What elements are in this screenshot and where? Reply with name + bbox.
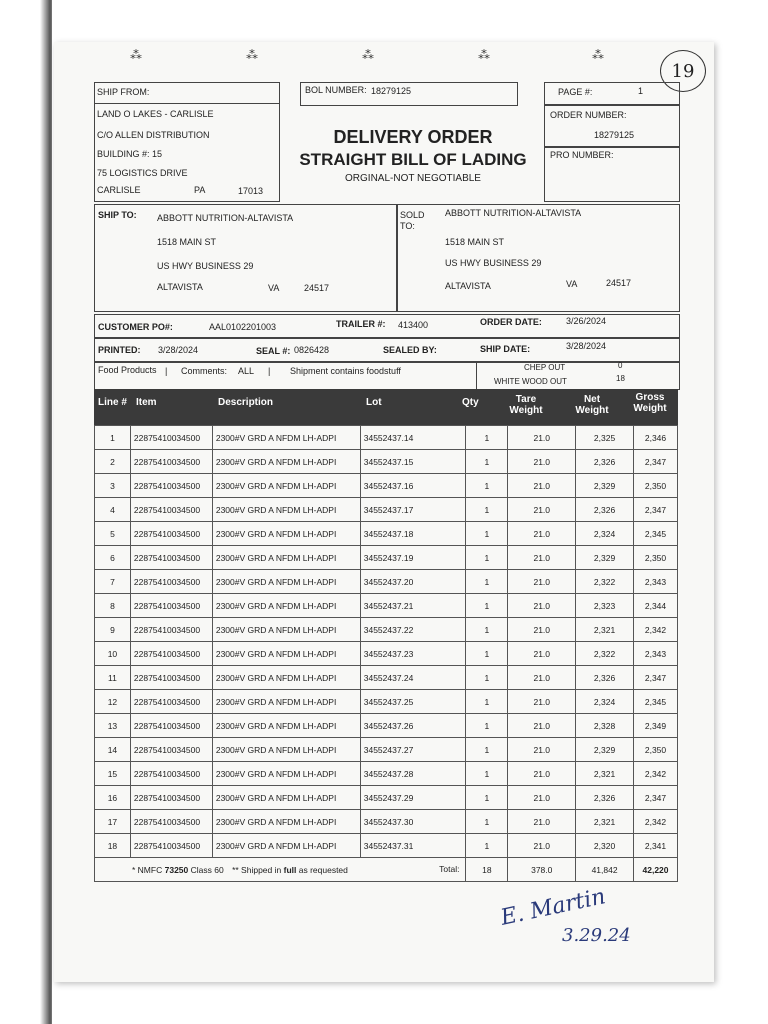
table-row xyxy=(95,570,678,594)
cell-tare: 21.0 xyxy=(508,498,576,522)
signature: E. Martin xyxy=(498,884,608,931)
order-number: 18279125 xyxy=(594,130,635,140)
cell-description: 2300#V GRD A NFDM LH-ADPI xyxy=(212,522,360,546)
shipped-full: full xyxy=(283,864,297,875)
cell-gross: 2,343 xyxy=(634,642,678,666)
document-note: ORGINAL-NOT NEGOTIABLE xyxy=(345,173,481,184)
cell-lot: 34552437.15 xyxy=(360,450,466,474)
document-title: DELIVERY ORDER xyxy=(333,127,493,147)
cell-tare: 21.0 xyxy=(508,570,576,594)
cell-gross: 2,345 xyxy=(634,690,678,714)
sold-to-label: SOLD TO: xyxy=(400,210,425,231)
comments-label: Comments: xyxy=(181,366,228,376)
cell-gross: 2,347 xyxy=(634,666,678,690)
cell-gross: 2,347 xyxy=(634,786,678,810)
cell-tare: 21.0 xyxy=(508,690,576,714)
col-line: Line # xyxy=(98,397,127,408)
bol-number: 18279125 xyxy=(371,86,412,96)
cell-description: 2300#V GRD A NFDM LH-ADPI xyxy=(212,834,360,858)
cell-qty: 1 xyxy=(466,522,508,546)
cell-description: 2300#V GRD A NFDM LH-ADPI xyxy=(212,570,360,594)
cell-line: 9 xyxy=(95,618,131,642)
signature-date: 3.29.24 xyxy=(562,925,631,946)
cell-net: 2,328 xyxy=(576,714,634,738)
cell-lot: 34552437.25 xyxy=(360,690,466,714)
cell-item: 22875410034500 xyxy=(130,642,212,666)
cell-tare: 21.0 xyxy=(508,786,576,810)
comments-value: ALL xyxy=(238,366,255,376)
cell-item: 22875410034500 xyxy=(130,498,212,522)
cell-line: 5 xyxy=(95,522,131,546)
divider-1: | xyxy=(165,366,168,376)
cell-net: 2,322 xyxy=(576,642,634,666)
sold-to-name: ABBOTT NUTRITION-ALTAVISTA xyxy=(445,208,582,218)
total-label: Total: xyxy=(439,864,460,874)
ship-from-line-1: LAND O LAKES - CARLISLE xyxy=(97,109,214,119)
cell-description: 2300#V GRD A NFDM LH-ADPI xyxy=(212,666,360,690)
cell-net: 2,323 xyxy=(576,594,634,618)
total-qty: 18 xyxy=(466,858,508,882)
table-row xyxy=(95,426,678,450)
cell-line: 7 xyxy=(95,570,131,594)
cell-line: 1 xyxy=(95,426,131,450)
col-net: Net Weight xyxy=(575,394,609,416)
cell-net: 2,326 xyxy=(576,450,634,474)
cell-description: 2300#V GRD A NFDM LH-ADPI xyxy=(212,450,360,474)
cell-qty: 1 xyxy=(466,618,508,642)
cell-tare: 21.0 xyxy=(508,426,576,450)
table-header xyxy=(94,389,678,425)
cell-item: 22875410034500 xyxy=(130,714,212,738)
cell-net: 2,329 xyxy=(576,738,634,762)
cell-tare: 21.0 xyxy=(508,546,576,570)
nmfc-class: Class 60 xyxy=(190,864,224,875)
white-wood-label: WHITE WOOD OUT xyxy=(494,377,567,386)
cell-gross: 2,350 xyxy=(634,546,678,570)
cell-qty: 1 xyxy=(466,474,508,498)
cell-item: 22875410034500 xyxy=(130,522,212,546)
cell-qty: 1 xyxy=(466,738,508,762)
cell-qty: 1 xyxy=(466,666,508,690)
cell-lot: 34552437.16 xyxy=(360,474,466,498)
table-row xyxy=(95,546,678,570)
cell-description: 2300#V GRD A NFDM LH-ADPI xyxy=(212,714,360,738)
cell-gross: 2,345 xyxy=(634,522,678,546)
cell-tare: 21.0 xyxy=(508,522,576,546)
table-row xyxy=(95,762,678,786)
ship-to-city: ALTAVISTA xyxy=(157,282,203,292)
customer-po-label: CUSTOMER PO#: xyxy=(98,322,173,332)
page-circle-annotation: 19 xyxy=(660,50,706,92)
shipped-prefix: ** Shipped in xyxy=(232,864,282,875)
ship-to-label: SHIP TO: xyxy=(98,210,137,220)
table-row xyxy=(95,690,678,714)
cell-gross: 2,341 xyxy=(634,834,678,858)
cell-tare: 21.0 xyxy=(508,474,576,498)
cell-gross: 2,344 xyxy=(634,594,678,618)
cell-gross: 2,349 xyxy=(634,714,678,738)
ship-date-label: SHIP DATE: xyxy=(480,344,531,354)
table-row xyxy=(95,810,678,834)
table-row xyxy=(95,474,678,498)
table-row xyxy=(95,738,678,762)
items-table xyxy=(94,425,678,882)
cell-line: 8 xyxy=(95,594,131,618)
trailer-number: 413400 xyxy=(398,320,429,330)
cell-line: 2 xyxy=(95,450,131,474)
cell-description: 2300#V GRD A NFDM LH-ADPI xyxy=(212,426,360,450)
cell-line: 15 xyxy=(95,762,131,786)
order-number-label: ORDER NUMBER: xyxy=(550,110,627,120)
ship-date: 3/28/2024 xyxy=(566,341,607,351)
ship-to-state: VA xyxy=(268,283,280,293)
cell-item: 22875410034500 xyxy=(130,546,212,570)
cell-qty: 1 xyxy=(466,762,508,786)
cell-qty: 1 xyxy=(466,690,508,714)
sold-to-street2: US HWY BUSINESS 29 xyxy=(445,258,542,268)
cell-net: 2,326 xyxy=(576,498,634,522)
cell-item: 22875410034500 xyxy=(130,426,212,450)
nmfc-prefix: * NMFC xyxy=(132,864,163,875)
ship-to-zip: 24517 xyxy=(304,283,330,293)
cell-lot: 34552437.17 xyxy=(360,498,466,522)
cell-gross: 2,347 xyxy=(634,498,678,522)
table-row xyxy=(95,714,678,738)
col-gross: Gross Weight xyxy=(633,392,667,414)
shipped-suffix: as requested xyxy=(298,864,348,875)
table-row xyxy=(95,666,678,690)
cell-description: 2300#V GRD A NFDM LH-ADPI xyxy=(212,642,360,666)
col-qty: Qty xyxy=(462,397,479,408)
ship-to-name: ABBOTT NUTRITION-ALTAVISTA xyxy=(157,213,294,223)
cell-lot: 34552437.24 xyxy=(360,666,466,690)
cell-lot: 34552437.26 xyxy=(360,714,466,738)
cell-line: 13 xyxy=(95,714,131,738)
cell-lot: 34552437.21 xyxy=(360,594,466,618)
cell-net: 2,322 xyxy=(576,570,634,594)
cell-description: 2300#V GRD A NFDM LH-ADPI xyxy=(212,786,360,810)
ship-to-street: 1518 MAIN ST xyxy=(157,237,217,247)
cell-line: 11 xyxy=(95,666,131,690)
order-date: 3/26/2024 xyxy=(566,316,607,326)
cell-item: 22875410034500 xyxy=(130,738,212,762)
customer-po: AAL0102201003 xyxy=(209,322,277,332)
cell-gross: 2,342 xyxy=(634,618,678,642)
table-row xyxy=(95,594,678,618)
page-number: 1 xyxy=(638,86,644,96)
cell-lot: 34552437.30 xyxy=(360,810,466,834)
cell-qty: 1 xyxy=(466,498,508,522)
cell-qty: 1 xyxy=(466,714,508,738)
col-lot: Lot xyxy=(366,397,382,408)
cell-qty: 1 xyxy=(466,546,508,570)
cell-lot: 34552437.22 xyxy=(360,618,466,642)
table-row xyxy=(95,450,678,474)
cell-net: 2,324 xyxy=(576,690,634,714)
table-row xyxy=(95,618,678,642)
cell-net: 2,324 xyxy=(576,522,634,546)
cell-item: 22875410034500 xyxy=(130,570,212,594)
cell-tare: 21.0 xyxy=(508,714,576,738)
cell-description: 2300#V GRD A NFDM LH-ADPI xyxy=(212,738,360,762)
cell-line: 6 xyxy=(95,546,131,570)
cell-line: 12 xyxy=(95,690,131,714)
ship-from-line-2: C/O ALLEN DISTRIBUTION xyxy=(97,130,210,140)
cell-qty: 1 xyxy=(466,594,508,618)
cell-item: 22875410034500 xyxy=(130,450,212,474)
cell-item: 22875410034500 xyxy=(130,786,212,810)
cell-line: 16 xyxy=(95,786,131,810)
table-row xyxy=(95,786,678,810)
cell-item: 22875410034500 xyxy=(130,762,212,786)
cell-qty: 1 xyxy=(466,642,508,666)
cell-net: 2,320 xyxy=(576,834,634,858)
cell-tare: 21.0 xyxy=(508,810,576,834)
seal-number: 0826428 xyxy=(294,345,330,355)
total-gross: 42,220 xyxy=(634,858,678,882)
cell-tare: 21.0 xyxy=(508,594,576,618)
ship-from-zip: 17013 xyxy=(238,186,264,196)
cell-description: 2300#V GRD A NFDM LH-ADPI xyxy=(212,546,360,570)
cell-lot: 34552437.18 xyxy=(360,522,466,546)
cell-tare: 21.0 xyxy=(508,618,576,642)
order-date-label: ORDER DATE: xyxy=(480,317,542,327)
white-wood-value: 18 xyxy=(616,374,625,383)
cell-item: 22875410034500 xyxy=(130,834,212,858)
cell-gross: 2,343 xyxy=(634,570,678,594)
table-row xyxy=(95,642,678,666)
cell-net: 2,326 xyxy=(576,666,634,690)
ship-from-line-3: BUILDING #: 15 xyxy=(97,149,163,159)
shipment-note: Shipment contains foodstuff xyxy=(290,366,401,376)
cell-description: 2300#V GRD A NFDM LH-ADPI xyxy=(212,762,360,786)
cell-description: 2300#V GRD A NFDM LH-ADPI xyxy=(212,618,360,642)
cell-net: 2,325 xyxy=(576,426,634,450)
cell-gross: 2,342 xyxy=(634,762,678,786)
cell-line: 10 xyxy=(95,642,131,666)
cell-lot: 34552437.29 xyxy=(360,786,466,810)
cell-tare: 21.0 xyxy=(508,642,576,666)
document-subtitle: STRAIGHT BILL OF LADING xyxy=(299,150,527,169)
cell-gross: 2,347 xyxy=(634,450,678,474)
cell-description: 2300#V GRD A NFDM LH-ADPI xyxy=(212,690,360,714)
cell-qty: 1 xyxy=(466,450,508,474)
cell-lot: 34552437.28 xyxy=(360,762,466,786)
cell-line: 18 xyxy=(95,834,131,858)
chep-out-value: 0 xyxy=(618,361,623,370)
cell-line: 14 xyxy=(95,738,131,762)
cell-qty: 1 xyxy=(466,810,508,834)
cell-qty: 1 xyxy=(466,786,508,810)
cell-net: 2,329 xyxy=(576,474,634,498)
ship-from-state: PA xyxy=(194,185,206,195)
cell-gross: 2,346 xyxy=(634,426,678,450)
cell-item: 22875410034500 xyxy=(130,594,212,618)
page-label: PAGE #: xyxy=(558,87,593,97)
cell-qty: 1 xyxy=(466,426,508,450)
table-row xyxy=(95,834,678,858)
cell-item: 22875410034500 xyxy=(130,810,212,834)
cell-net: 2,321 xyxy=(576,810,634,834)
cell-tare: 21.0 xyxy=(508,834,576,858)
ship-from-city: CARLISLE xyxy=(97,185,141,195)
sold-to-zip: 24517 xyxy=(606,278,632,288)
cell-net: 2,326 xyxy=(576,786,634,810)
cell-line: 3 xyxy=(95,474,131,498)
ship-from-label: SHIP FROM: xyxy=(97,87,150,97)
bol-label: BOL NUMBER: xyxy=(305,85,367,95)
cell-tare: 21.0 xyxy=(508,762,576,786)
sold-to-city: ALTAVISTA xyxy=(445,281,491,291)
col-tare: Tare Weight xyxy=(509,394,543,416)
cell-net: 2,321 xyxy=(576,618,634,642)
table-footer-row xyxy=(95,858,678,882)
scan-edge xyxy=(0,0,52,1024)
seal-label: SEAL #: xyxy=(256,346,291,356)
cell-lot: 34552437.19 xyxy=(360,546,466,570)
cell-tare: 21.0 xyxy=(508,738,576,762)
cell-lot: 34552437.14 xyxy=(360,426,466,450)
food-products: Food Products xyxy=(98,365,157,375)
cell-lot: 34552437.23 xyxy=(360,642,466,666)
printed-date: 3/28/2024 xyxy=(158,345,199,355)
nmfc-code: 73250 xyxy=(164,864,189,875)
trailer-label: TRAILER #: xyxy=(336,319,386,329)
cell-item: 22875410034500 xyxy=(130,666,212,690)
cell-qty: 1 xyxy=(466,834,508,858)
cell-line: 17 xyxy=(95,810,131,834)
cell-qty: 1 xyxy=(466,570,508,594)
cell-net: 2,321 xyxy=(576,762,634,786)
total-net: 41,842 xyxy=(576,858,634,882)
col-item: Item xyxy=(136,397,157,408)
cell-item: 22875410034500 xyxy=(130,474,212,498)
cell-net: 2,329 xyxy=(576,546,634,570)
cell-description: 2300#V GRD A NFDM LH-ADPI xyxy=(212,810,360,834)
sold-to-street: 1518 MAIN ST xyxy=(445,237,505,247)
cell-gross: 2,342 xyxy=(634,810,678,834)
cell-line: 4 xyxy=(95,498,131,522)
ship-from-line-4: 75 LOGISTICS DRIVE xyxy=(97,168,188,178)
punch-marks: ⁂ ⁂ ⁂ ⁂ ⁂ xyxy=(130,48,604,62)
table-row xyxy=(95,522,678,546)
cell-description: 2300#V GRD A NFDM LH-ADPI xyxy=(212,498,360,522)
cell-lot: 34552437.31 xyxy=(360,834,466,858)
col-description: Description xyxy=(218,397,274,408)
sold-to-state: VA xyxy=(566,279,578,289)
cell-lot: 34552437.27 xyxy=(360,738,466,762)
cell-item: 22875410034500 xyxy=(130,690,212,714)
cell-tare: 21.0 xyxy=(508,666,576,690)
cell-item: 22875410034500 xyxy=(130,618,212,642)
cell-lot: 34552437.20 xyxy=(360,570,466,594)
cell-description: 2300#V GRD A NFDM LH-ADPI xyxy=(212,474,360,498)
total-tare: 378.0 xyxy=(508,858,576,882)
sealed-by-label: SEALED BY: xyxy=(383,345,437,355)
chep-out-label: CHEP OUT xyxy=(524,363,566,372)
cell-gross: 2,350 xyxy=(634,474,678,498)
ship-to-street2: US HWY BUSINESS 29 xyxy=(157,261,254,271)
table-row xyxy=(95,498,678,522)
cell-gross: 2,350 xyxy=(634,738,678,762)
cell-description: 2300#V GRD A NFDM LH-ADPI xyxy=(212,594,360,618)
pro-number-label: PRO NUMBER: xyxy=(550,150,614,160)
cell-tare: 21.0 xyxy=(508,450,576,474)
divider-2: | xyxy=(268,366,271,376)
printed-label: PRINTED: xyxy=(98,345,141,355)
